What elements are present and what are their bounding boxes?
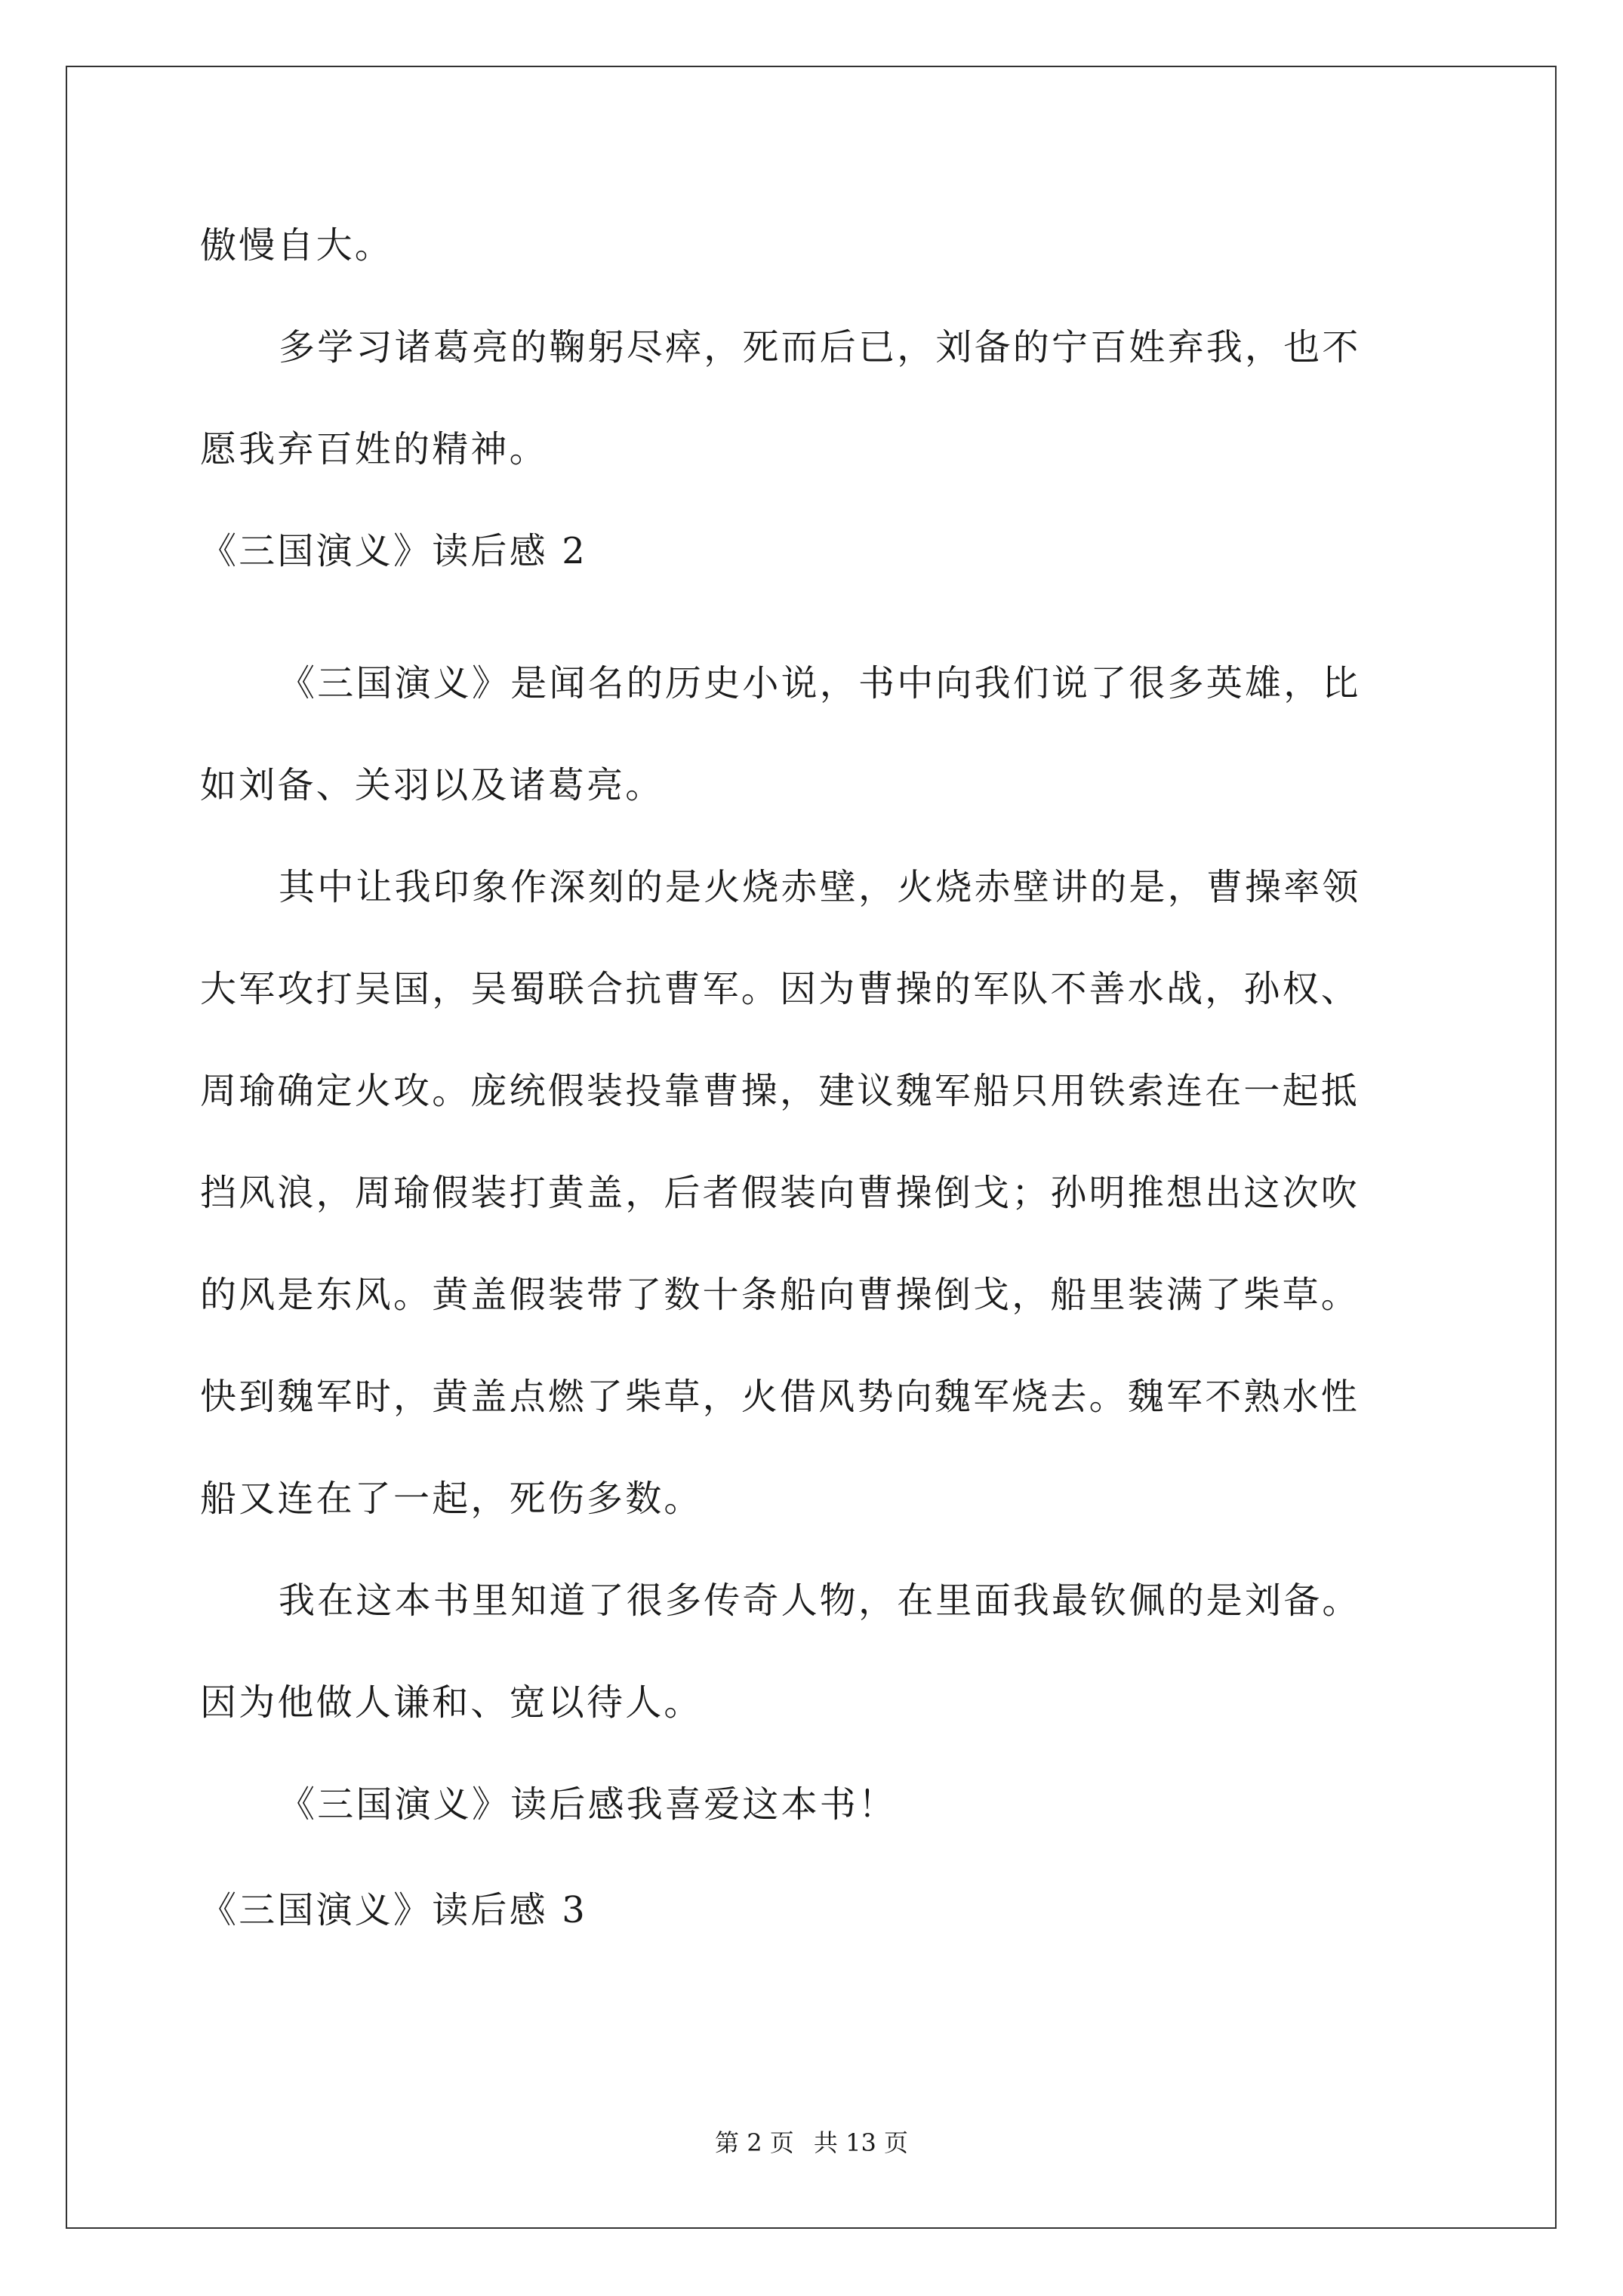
paragraph-line: 愿我弃百姓的精神。 bbox=[200, 428, 548, 470]
paragraph-line: 《三国演义》读后感我喜爱这本书！ bbox=[279, 1783, 898, 1826]
paragraph-line: 大军攻打吴国，吴蜀联合抗曹军。因为曹操的军队不善水战，孙权、 bbox=[200, 968, 1360, 1010]
paragraph-line: 如刘备、关羽以及诸葛亮。 bbox=[200, 764, 664, 806]
paragraph-line: 多学习诸葛亮的鞠躬尽瘁，死而后已，刘备的宁百姓弃我，也不 bbox=[279, 326, 1361, 368]
paragraph-line: 的风是东风。黄盖假装带了数十条船向曹操倒戈，船里装满了柴草。 bbox=[200, 1274, 1360, 1316]
page-number-current: 第 2 页 bbox=[715, 2128, 794, 2157]
paragraph-line: 周瑜确定火攻。庞统假装投靠曹操，建议魏军船只用铁索连在一起抵 bbox=[200, 1070, 1360, 1112]
section-heading: 《三国演义》读后感 2 bbox=[200, 530, 587, 572]
page-number-total: 共 13 页 bbox=[813, 2128, 908, 2157]
section-heading: 《三国演义》读后感 3 bbox=[200, 1889, 587, 1931]
paragraph-line: 因为他做人谦和、宽以待人。 bbox=[200, 1681, 703, 1724]
paragraph-line: 其中让我印象作深刻的是火烧赤壁，火烧赤壁讲的是，曹操率领 bbox=[279, 866, 1361, 908]
paragraph-line: 我在这本书里知道了很多传奇人物，在里面我最钦佩的是刘备。 bbox=[279, 1579, 1361, 1622]
paragraph-line: 《三国演义》是闻名的历史小说，书中向我们说了很多英雄，比 bbox=[279, 662, 1361, 704]
paragraph-line: 挡风浪，周瑜假装打黄盖，后者假装向曹操倒戈；孙明推想出这次吹 bbox=[200, 1172, 1360, 1214]
page-footer bbox=[0, 2128, 1623, 2158]
paragraph-line: 船又连在了一起，死伤多数。 bbox=[200, 1478, 703, 1520]
paragraph-line: 快到魏军时，黄盖点燃了柴草，火借风势向魏军烧去。魏军不熟水性 bbox=[200, 1376, 1360, 1418]
paragraph-line: 傲慢自大。 bbox=[200, 224, 394, 267]
